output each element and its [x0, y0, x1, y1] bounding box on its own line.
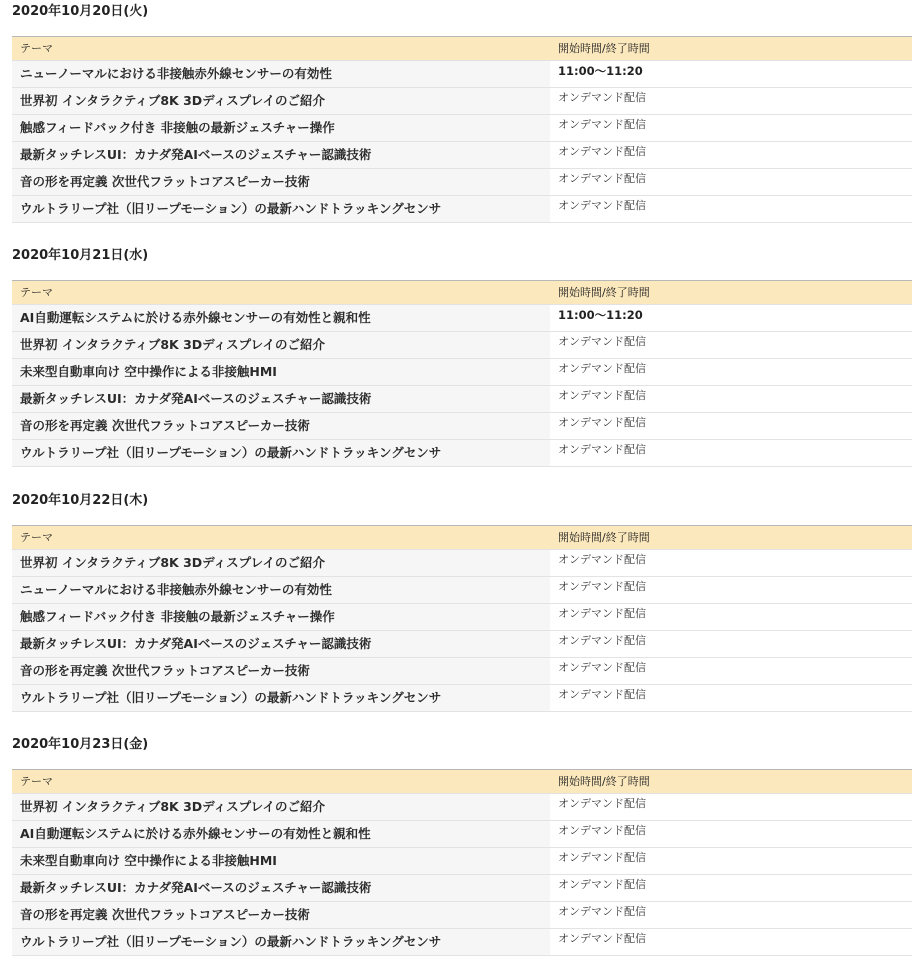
table-row: [12, 685, 912, 712]
row-theme: 世界初 インタラクティブ8K 3Dディスプレイのご紹介: [12, 794, 550, 820]
table-row: [12, 848, 912, 875]
schedule-table: [12, 36, 912, 223]
row-time: オンデマンド配信: [550, 359, 912, 385]
row-theme: 最新タッチレスUI：カナダ発AIベースのジェスチャー認識技術: [12, 631, 550, 657]
header-time: 開始時間/終了時間: [558, 286, 650, 299]
row-time: オンデマンド配信: [550, 821, 912, 847]
table-row: [12, 658, 912, 685]
header-theme: テーマ: [20, 775, 53, 788]
table-row: [12, 386, 912, 413]
table-row: [12, 196, 912, 223]
row-theme: 音の形を再定義 次世代フラットコアスピーカー技術: [12, 169, 550, 195]
table-row: [12, 413, 912, 440]
row-time: オンデマンド配信: [550, 115, 912, 141]
day-title: 2020年10月22日(木): [12, 493, 149, 508]
header-theme: テーマ: [20, 42, 53, 55]
row-theme: AI自動運転システムに於ける赤外線センサーの有効性と親和性: [12, 305, 550, 331]
row-time: オンデマンド配信: [550, 848, 912, 874]
header-time: 開始時間/終了時間: [558, 775, 650, 788]
row-time: オンデマンド配信: [550, 604, 912, 630]
table-header: [12, 281, 912, 305]
header-theme: テーマ: [20, 286, 53, 299]
row-theme: 最新タッチレスUI：カナダ発AIベースのジェスチャー認識技術: [12, 875, 550, 901]
row-time: オンデマンド配信: [550, 413, 912, 439]
table-row: [12, 169, 912, 196]
row-time: オンデマンド配信: [550, 169, 912, 195]
table-row: [12, 577, 912, 604]
row-time: 11:00〜11:20: [550, 305, 912, 331]
table-row: [12, 550, 912, 577]
row-time: オンデマンド配信: [550, 929, 912, 955]
table-row: [12, 875, 912, 902]
table-row: [12, 604, 912, 631]
row-time: オンデマンド配信: [550, 794, 912, 820]
table-row: [12, 902, 912, 929]
row-theme: ニューノーマルにおける非接触赤外線センサーの有効性: [12, 577, 550, 603]
row-theme: 最新タッチレスUI：カナダ発AIベースのジェスチャー認識技術: [12, 386, 550, 412]
row-theme: 世界初 インタラクティブ8K 3Dディスプレイのご紹介: [12, 332, 550, 358]
table-header: [12, 770, 912, 794]
table-row: [12, 821, 912, 848]
table-row: [12, 794, 912, 821]
row-time: 11:00〜11:20: [550, 61, 912, 87]
schedule-table: [12, 525, 912, 712]
day-title: 2020年10月23日(金): [12, 737, 149, 752]
row-theme: 未来型自動車向け 空中操作による非接触HMI: [12, 848, 550, 874]
row-time: オンデマンド配信: [550, 902, 912, 928]
table-row: [12, 61, 912, 88]
table-row: [12, 305, 912, 332]
row-time: オンデマンド配信: [550, 386, 912, 412]
row-theme: 最新タッチレスUI：カナダ発AIベースのジェスチャー認識技術: [12, 142, 550, 168]
table-row: [12, 359, 912, 386]
table-row: [12, 631, 912, 658]
row-theme: 世界初 インタラクティブ8K 3Dディスプレイのご紹介: [12, 88, 550, 114]
row-theme: AI自動運転システムに於ける赤外線センサーの有効性と親和性: [12, 821, 550, 847]
row-theme: 音の形を再定義 次世代フラットコアスピーカー技術: [12, 658, 550, 684]
row-time: オンデマンド配信: [550, 440, 912, 466]
row-theme: ウルトラリープ社（旧リープモーション）の最新ハンドトラッキングセンサ: [12, 440, 550, 466]
header-time: 開始時間/終了時間: [558, 531, 650, 544]
table-row: [12, 332, 912, 359]
row-time: オンデマンド配信: [550, 577, 912, 603]
schedule-table: [12, 769, 912, 956]
row-time: オンデマンド配信: [550, 332, 912, 358]
row-theme: 世界初 インタラクティブ8K 3Dディスプレイのご紹介: [12, 550, 550, 576]
row-time: オンデマンド配信: [550, 88, 912, 114]
row-time: オンデマンド配信: [550, 658, 912, 684]
schedule-table: [12, 280, 912, 467]
row-theme: ニューノーマルにおける非接触赤外線センサーの有効性: [12, 61, 550, 87]
header-theme: テーマ: [20, 531, 53, 544]
row-time: オンデマンド配信: [550, 875, 912, 901]
row-theme: ウルトラリープ社（旧リープモーション）の最新ハンドトラッキングセンサ: [12, 929, 550, 955]
row-theme: 未来型自動車向け 空中操作による非接触HMI: [12, 359, 550, 385]
table-row: [12, 142, 912, 169]
header-time: 開始時間/終了時間: [558, 42, 650, 55]
row-theme: ウルトラリープ社（旧リープモーション）の最新ハンドトラッキングセンサ: [12, 685, 550, 711]
table-row: [12, 115, 912, 142]
row-time: オンデマンド配信: [550, 631, 912, 657]
table-row: [12, 88, 912, 115]
row-theme: ウルトラリープ社（旧リープモーション）の最新ハンドトラッキングセンサ: [12, 196, 550, 222]
row-theme: 音の形を再定義 次世代フラットコアスピーカー技術: [12, 413, 550, 439]
row-theme: 触感フィードバック付き 非接触の最新ジェスチャー操作: [12, 115, 550, 141]
table-header: [12, 526, 912, 550]
table-header: [12, 37, 912, 61]
day-title: 2020年10月21日(水): [12, 248, 149, 263]
table-row: [12, 440, 912, 467]
row-time: オンデマンド配信: [550, 142, 912, 168]
row-theme: 音の形を再定義 次世代フラットコアスピーカー技術: [12, 902, 550, 928]
row-time: オンデマンド配信: [550, 550, 912, 576]
row-time: オンデマンド配信: [550, 196, 912, 222]
row-time: オンデマンド配信: [550, 685, 912, 711]
day-title: 2020年10月20日(火): [12, 4, 149, 19]
table-row: [12, 929, 912, 956]
row-theme: 触感フィードバック付き 非接触の最新ジェスチャー操作: [12, 604, 550, 630]
